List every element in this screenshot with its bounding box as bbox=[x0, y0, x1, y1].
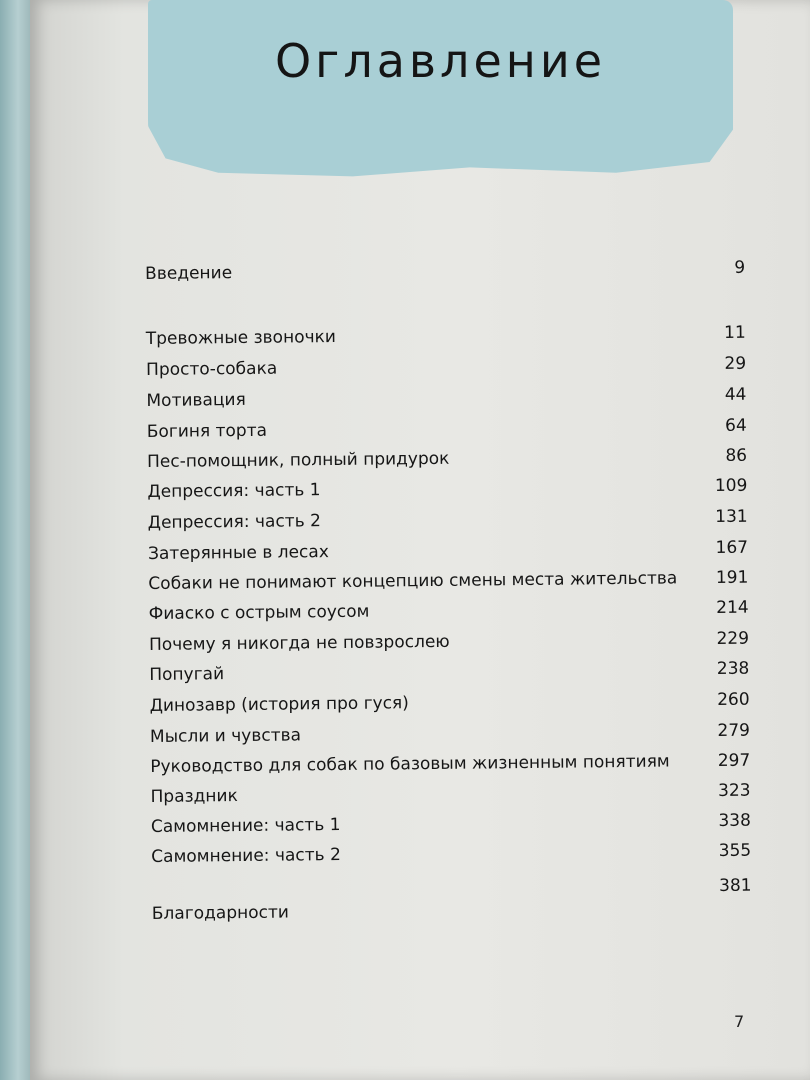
toc-entry-page: 109 bbox=[714, 475, 748, 497]
title-highlight bbox=[148, 0, 733, 180]
toc-entry-page: 29 bbox=[724, 353, 747, 374]
toc-entry-title: Благодарности bbox=[151, 902, 289, 924]
toc-entry-page: 323 bbox=[718, 780, 751, 802]
toc-entry-page: 279 bbox=[717, 720, 751, 742]
toc-entry-page: 64 bbox=[725, 415, 747, 436]
toc-entry-page: 297 bbox=[717, 750, 751, 772]
toc-entry-title: Самомнение: часть 2 bbox=[151, 844, 341, 867]
toc-entry bbox=[150, 688, 750, 718]
toc-entry bbox=[147, 474, 747, 504]
toc-entry bbox=[149, 627, 749, 657]
toc-entry-title: Попугай bbox=[149, 664, 225, 685]
toc-entry-title: Затерянные в лесах bbox=[147, 542, 329, 564]
toc-entry bbox=[146, 321, 746, 351]
toc-entry-page: 9 bbox=[734, 257, 746, 278]
toc-entry-title: Богиня торта bbox=[146, 420, 268, 442]
toc-entry-title: Праздник bbox=[150, 786, 238, 807]
toc-entry bbox=[148, 505, 748, 535]
book-page bbox=[30, 0, 810, 1080]
toc-entry-title: Просто-собака bbox=[146, 358, 278, 380]
toc-entry bbox=[149, 596, 749, 626]
toc-entry-title: Динозавр (история про гуся) bbox=[149, 693, 409, 716]
toc-entry bbox=[147, 414, 747, 444]
toc-entry-page: 86 bbox=[725, 445, 748, 466]
toc-entry bbox=[149, 657, 749, 687]
toc-entry-page: 238 bbox=[716, 658, 750, 680]
toc-entry-page: 214 bbox=[716, 597, 749, 619]
toc-entry bbox=[150, 719, 750, 749]
toc-entry-page: 44 bbox=[724, 384, 747, 405]
toc-entry bbox=[146, 383, 746, 413]
toc-entry-page: 229 bbox=[716, 628, 750, 650]
toc-entry-page: 381 bbox=[719, 875, 752, 897]
table-of-contents bbox=[145, 256, 752, 924]
toc-entry-title: Фиаско с острым соусом bbox=[148, 601, 370, 624]
toc-entry-title: Мысли и чувства bbox=[149, 725, 302, 747]
toc-entry bbox=[148, 566, 748, 596]
toc-entry-title: Мотивация bbox=[146, 389, 246, 411]
toc-entry-page: 11 bbox=[724, 322, 746, 343]
toc-entry bbox=[150, 779, 750, 809]
book-edge bbox=[0, 0, 30, 1080]
page-title: Оглавление bbox=[274, 34, 607, 88]
toc-entry bbox=[147, 444, 747, 474]
toc-entry bbox=[148, 536, 748, 566]
toc-entry bbox=[151, 839, 751, 869]
toc-entry-page: 191 bbox=[715, 567, 749, 589]
toc-entry-page: 355 bbox=[718, 840, 752, 862]
toc-entry bbox=[150, 749, 750, 779]
toc-entry-page: 131 bbox=[715, 506, 748, 528]
toc-entry-title: Пес-помощник, полный придурок bbox=[146, 448, 450, 472]
toc-entry-title: Тревожные звоночки bbox=[145, 327, 337, 349]
toc-entry-page: 338 bbox=[718, 810, 751, 832]
toc-entry-page: 260 bbox=[717, 689, 750, 711]
toc-entry-title: Депрессия: часть 2 bbox=[147, 511, 321, 533]
toc-entry-title: Почему я никогда не повзрослею bbox=[148, 631, 450, 655]
toc-entry bbox=[146, 352, 746, 382]
toc-entry bbox=[151, 875, 752, 926]
toc-entry bbox=[151, 809, 751, 839]
toc-entry-page: 167 bbox=[715, 537, 749, 559]
toc-entry-title: Руководство для собак по базовым жизненным понятиям bbox=[150, 751, 670, 777]
toc-entry-title: Собаки не понимают концепцию смены места жительства bbox=[148, 568, 678, 594]
toc-entry-title: Самомнение: часть 1 bbox=[150, 814, 341, 837]
toc-entry-title: Введение bbox=[145, 263, 233, 284]
page-number: 7 bbox=[734, 1012, 745, 1031]
toc-entry bbox=[145, 256, 745, 286]
toc-entry-title: Депрессия: часть 1 bbox=[147, 480, 321, 502]
